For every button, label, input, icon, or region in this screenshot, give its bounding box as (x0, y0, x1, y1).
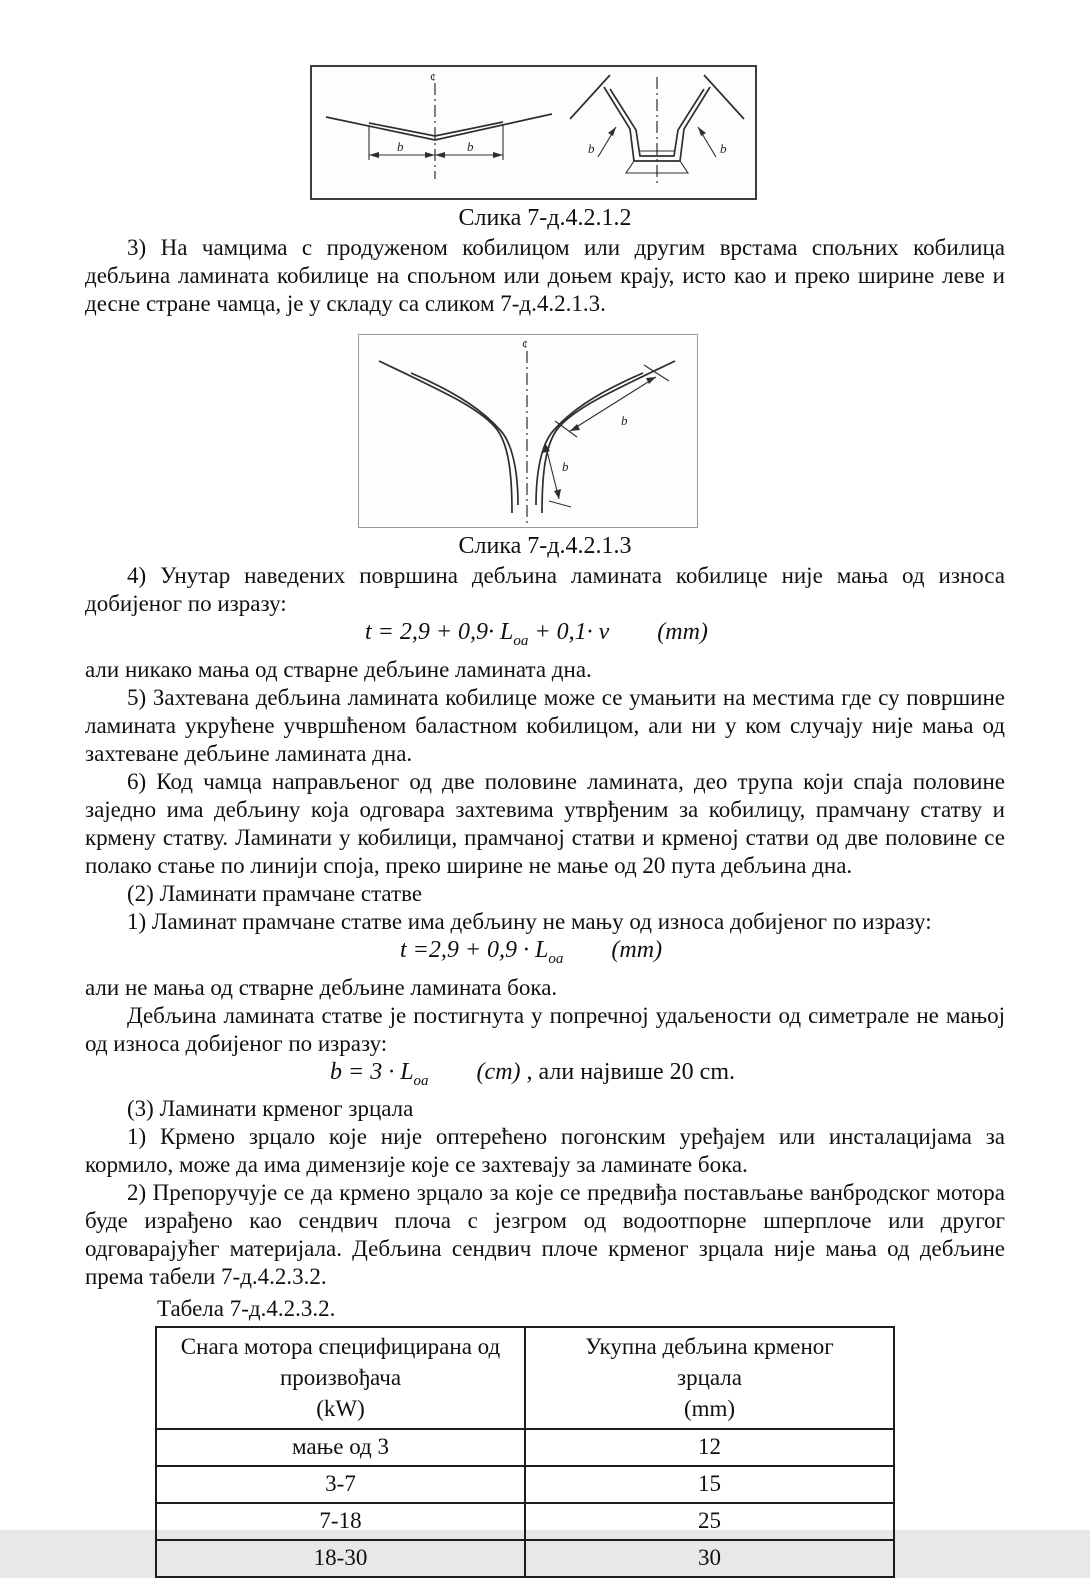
header-line: зрцала (677, 1365, 742, 1391)
header-line: (kW) (316, 1396, 365, 1422)
arrowhead (369, 152, 379, 158)
arrowhead (608, 127, 616, 136)
dim-extension-bottom (549, 501, 571, 507)
cell-power-range: 3-7 (156, 1466, 525, 1503)
cell-power-range: 18-30 (156, 1540, 525, 1577)
stem-outer-line-left (379, 361, 512, 513)
paragraph-2-note: али не мања од стварне дебљине ламината бока. (85, 974, 558, 1000)
hull-extension-right (704, 75, 744, 119)
formula-subscript: oa (513, 632, 529, 649)
formula-lhs: t =2,9 + 0,9 · L (400, 936, 549, 963)
formula-unit: (mm) (657, 619, 708, 645)
centerline-symbol: ¢ (430, 70, 436, 84)
header-line: Укупна дебљина крменог (585, 1334, 834, 1360)
stem-outer-line-right (542, 361, 675, 513)
dim-label-b: b (467, 139, 474, 154)
paragraph-4-note: али никако мања од стварне дебљине ламината дна. (85, 656, 592, 682)
figure-caption-7d4212: Слика 7-д.4.2.1.2 (458, 205, 632, 231)
hull-outer-line (326, 114, 552, 140)
formula-tail-text: , али највише 20 cm. (526, 1058, 735, 1085)
formula-subscript: oa (548, 950, 564, 967)
cell-thickness: 25 (525, 1503, 894, 1540)
cell-power-range: 7-18 (156, 1503, 525, 1540)
paragraph-6: 6) Код чамца направљеног од две половине ламината, део трупа који спаја половине заједно има дебљину која одговара захтевима утврђеним за кобилицу, прамчану статву и крмену статву. Ламинати у кобилици, прамчаној статви и крменој статви од две половине се полако стање по линији споја, преко ширине не мање од 20 пута дебљина дна. (85, 768, 1005, 878)
table-row (156, 1429, 894, 1466)
keel-cross-section-diagram (312, 67, 755, 198)
arrowhead (493, 152, 503, 158)
cell-thickness: 12 (525, 1429, 894, 1466)
paragraph-2-1: 1) Ламинат прамчане статве има дебљину не мању од износа добијеног по изразу: (127, 908, 932, 934)
paragraph-3: 3) На чамцима с продуженом кобилицом или другим врстама спољних кобилица дебљина ламината кобилице на спољном или доњем крају, исто као и преко ширине леве и десне стране чамца, је у складу са сликом 7-д.4.2.1.3. (85, 235, 1005, 316)
table-header-transom-thickness (525, 1327, 894, 1429)
arrowhead (698, 127, 706, 136)
cell-thickness: 15 (525, 1466, 894, 1503)
dim-label-b: b (562, 459, 569, 474)
keel-cross-section-figure (310, 65, 757, 200)
arrowhead (554, 489, 561, 499)
table-row (156, 1466, 894, 1503)
formula-unit: (cm) (476, 1058, 521, 1085)
cell-thickness: 30 (525, 1540, 894, 1577)
table-row (156, 1540, 894, 1577)
arrowhead (435, 152, 445, 158)
table-header-engine-power (156, 1327, 525, 1429)
formula-subscript: oa (413, 1072, 429, 1089)
paragraph-2-2: Дебљина ламината статве је постигнута у попречној удаљености од симетрале не мањој од износа добијеног по изразу: (85, 1002, 1005, 1056)
header-line: (mm) (683, 1396, 736, 1422)
formula-keel-thickness (365, 618, 1005, 656)
formula-lhs: b = 3 · L (330, 1058, 414, 1085)
arrowhead (425, 152, 435, 158)
header-line: произвођача (279, 1365, 402, 1391)
document-content (85, 0, 1005, 1578)
figure-caption-7d4213: Слика 7-д.4.2.1.3 (458, 533, 632, 559)
formula-rhs: + 0,1· v (528, 619, 610, 645)
hull-extension-left (570, 75, 610, 119)
table-caption: Табела 7-д.4.2.3.2. (157, 1296, 336, 1322)
cell-power-range: мање од 3 (156, 1429, 525, 1466)
dim-label-b: b (397, 139, 404, 154)
formula-stem-breadth (330, 1058, 1005, 1096)
table-header-row (156, 1327, 894, 1429)
dim-label-b: b (588, 141, 595, 156)
paragraph-4: 4) Унутар наведених површина дебљина ламината кобилице није мања од износа добијеног по изразу: (85, 563, 1005, 616)
paragraph-3-2: 2) Препоручује се да крмено зрцало за које се предвиђа постављање ванбродског мотора буде израђено као сендвич плоча с језгром од водоотпорне шперплоче или другог одговарајућег материјала. Дебљина сендвич плоче крменог зрцала није мања од дебљине према табели 7-д.4.2.3.2. (85, 1180, 1005, 1290)
dim-label-b: b (621, 413, 628, 428)
table-row (156, 1503, 894, 1540)
dim-label-b: b (720, 141, 727, 156)
paragraph-5: 5) Захтевана дебљина ламината кобилице може се умањити на местима где су површине ламината укрућене учвршћеном баластном кобилицом, али ни у ком случају није мања од захтеване дебљине ламината дна. (85, 684, 1005, 766)
header-line: Снага мотора специфицирана од (180, 1334, 501, 1360)
paragraph-3-1: 1) Крмено зрцало које није оптерећено погонским уређајем или инсталацијама за кормило, може да има димензије које се захтевају за ламинате бока. (85, 1124, 1005, 1178)
formula-lhs: t = 2,9 + 0,9· L (365, 619, 514, 645)
heading-section-3: (3) Ламинати крменог зрцала (127, 1096, 414, 1122)
formula-unit: (mm) (611, 936, 663, 963)
stem-section-diagram (359, 335, 697, 527)
formula-stem-thickness (400, 936, 1005, 974)
heading-section-2: (2) Ламинати прамчане статве (127, 880, 423, 906)
centerline-symbol: ¢ (522, 337, 528, 351)
stem-section-figure (358, 334, 698, 528)
transom-thickness-table (155, 1326, 895, 1578)
